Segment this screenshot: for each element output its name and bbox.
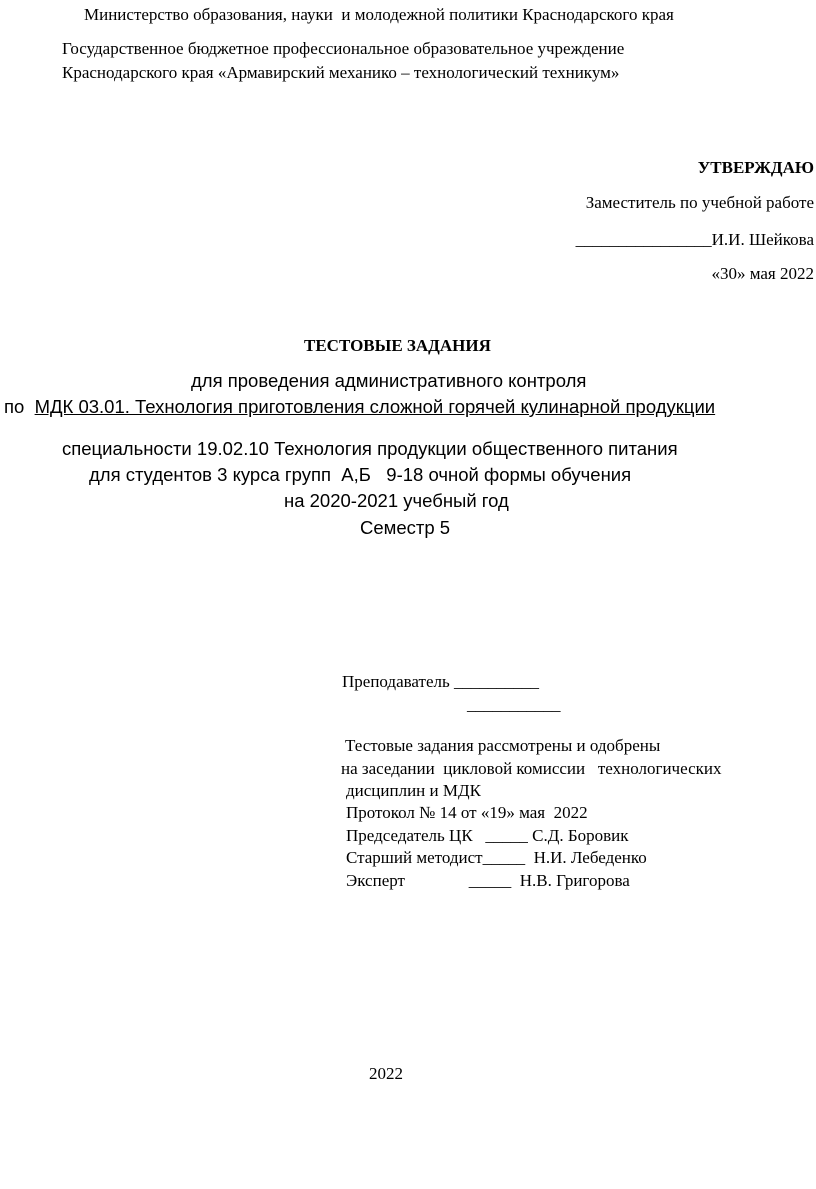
review-line-2: на заседании цикловой комиссии технологических <box>341 759 722 778</box>
doc-title: ТЕСТОВЫЕ ЗАДАНИЯ <box>304 336 491 355</box>
review-line-1: Тестовые задания рассмотрены и одобрены <box>345 736 661 755</box>
semester-line: Семестр 5 <box>360 517 451 538</box>
institution-line-2: Краснодарского края «Армавирский механико – технологический техникум» <box>62 63 620 82</box>
expert-line: Эксперт _____ Н.В. Григорова <box>346 871 630 890</box>
ministry-line: Министерство образования, науки и молодежной политики Краснодарского края <box>84 5 674 24</box>
institution-line-1: Государственное бюджетное профессиональное образовательное учреждение <box>62 39 625 58</box>
year-line: на 2020-2021 учебный год <box>284 490 509 511</box>
course-name: МДК 03.01. Технология приготовления сложной горячей кулинарной продукции <box>34 396 716 417</box>
teacher-line-2: ___________ <box>467 695 561 714</box>
review-line-3: дисциплин и МДК <box>346 781 481 800</box>
footer-year: 2022 <box>369 1064 403 1083</box>
course-prefix: по <box>4 396 35 417</box>
purpose-line: для проведения административного контроля <box>191 370 587 391</box>
approval-signature: ________________И.И. Шейкова <box>575 230 814 249</box>
approval-date: «30» мая 2022 <box>711 264 814 283</box>
methodist-line: Старший методист_____ Н.И. Лебеденко <box>346 848 647 867</box>
approval-position: Заместитель по учебной работе <box>585 193 814 212</box>
course-line <box>4 396 715 418</box>
teacher-line: Преподаватель __________ <box>342 672 539 691</box>
specialty-line: специальности 19.02.10 Технология продукции общественного питания <box>62 438 678 459</box>
chair-line: Председатель ЦК _____ С.Д. Боровик <box>346 826 629 845</box>
protocol-line: Протокол № 14 от «19» мая 2022 <box>346 803 588 822</box>
groups-line: для студентов 3 курса групп А,Б 9-18 очной формы обучения <box>89 464 632 485</box>
approval-title: УТВЕРЖДАЮ <box>697 158 814 177</box>
